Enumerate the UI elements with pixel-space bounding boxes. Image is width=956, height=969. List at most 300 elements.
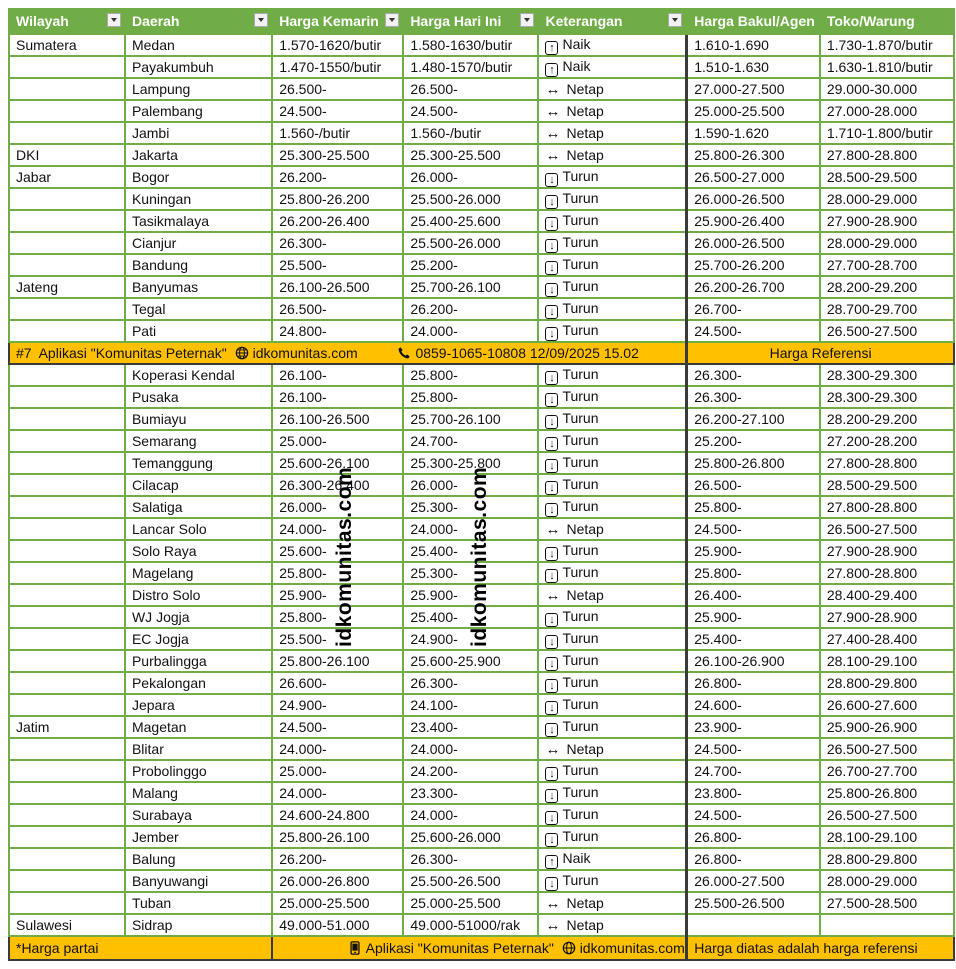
cell-daerah: Probolinggo	[125, 760, 272, 782]
cell-harga-kemarin: 26.500-	[272, 298, 403, 320]
table-row	[9, 166, 954, 188]
cell-daerah: Lancar Solo	[125, 518, 272, 540]
cell-toko: 26.500-27.500	[820, 518, 954, 540]
col-wilayah[interactable]	[9, 8, 125, 34]
cell-toko: 26.500-27.500	[820, 738, 954, 760]
table-row	[9, 782, 954, 804]
cell-harga-hari-ini: 24.000-	[403, 320, 538, 342]
cell-daerah: Bogor	[125, 166, 272, 188]
filter-dropdown-icon[interactable]	[668, 13, 682, 27]
cell-daerah: Distro Solo	[125, 584, 272, 606]
cell-harga-kemarin: 1.560-/butir	[272, 122, 403, 144]
cell-harga-hari-ini: 25.000-25.500	[403, 892, 538, 914]
filter-dropdown-icon[interactable]	[254, 13, 268, 27]
cell-toko: 26.500-27.500	[820, 804, 954, 826]
cell-daerah: WJ Jogja	[125, 606, 272, 628]
cell-harga-hari-ini: 25.700-26.100	[403, 408, 538, 430]
banner-app-name: Aplikasi "Komunitas Peternak"	[38, 345, 227, 361]
cell-daerah: Surabaya	[125, 804, 272, 826]
cell-toko: 28.100-29.100	[820, 650, 954, 672]
cell-harga-hari-ini: 26.300-	[403, 848, 538, 870]
cell-wilayah	[9, 254, 125, 276]
cell-harga-bakul: 26.000-27.500	[687, 870, 820, 892]
cell-wilayah	[9, 760, 125, 782]
status-label: Turun	[562, 365, 599, 382]
cell-wilayah: DKI	[9, 144, 125, 166]
table-body-bottom	[9, 364, 954, 936]
cell-toko: 27.800-28.800	[820, 144, 954, 166]
cell-daerah: Pekalongan	[125, 672, 272, 694]
status-label: Netap	[566, 146, 604, 163]
cell-harga-kemarin: 25.600-26.100	[272, 452, 403, 474]
cell-toko: 27.800-28.800	[820, 452, 954, 474]
cell-keterangan	[538, 56, 686, 78]
cell-harga-bakul: 24.500-	[687, 738, 820, 760]
cell-wilayah	[9, 78, 125, 100]
arrow-down-icon: ↓	[545, 811, 558, 825]
cell-harga-bakul: 25.800-26.300	[687, 144, 820, 166]
cell-harga-kemarin: 26.300-26.400	[272, 474, 403, 496]
table-row	[9, 100, 954, 122]
table-row	[9, 738, 954, 760]
col-toko-label: Toko/Warung	[826, 12, 915, 29]
cell-harga-kemarin: 26.500-	[272, 78, 403, 100]
cell-keterangan	[538, 694, 686, 716]
cell-harga-kemarin: 24.900-	[272, 694, 403, 716]
cell-keterangan	[538, 430, 686, 452]
cell-toko: 27.200-28.200	[820, 430, 954, 452]
cell-toko: 26.700-27.700	[820, 760, 954, 782]
table-row	[9, 56, 954, 78]
cell-toko: 27.700-28.700	[820, 254, 954, 276]
cell-toko: 28.200-29.200	[820, 408, 954, 430]
cell-harga-kemarin: 24.000-	[272, 782, 403, 804]
cell-daerah: Palembang	[125, 100, 272, 122]
status-label: Netap	[566, 916, 604, 933]
cell-harga-kemarin: 25.500-	[272, 254, 403, 276]
banner-number: #7	[16, 345, 32, 361]
cell-keterangan	[538, 122, 686, 144]
cell-harga-hari-ini: 24.200-	[403, 760, 538, 782]
arrow-down-icon: ↓	[545, 789, 558, 803]
status-label: Naik	[562, 849, 591, 866]
cell-harga-hari-ini: 24.000-	[403, 804, 538, 826]
cell-wilayah	[9, 298, 125, 320]
cell-harga-kemarin: 26.200-26.400	[272, 210, 403, 232]
globe-icon	[235, 346, 249, 360]
info-banner-row	[9, 342, 954, 364]
cell-harga-kemarin: 24.800-	[272, 320, 403, 342]
cell-keterangan	[538, 848, 686, 870]
cell-harga-kemarin: 26.100-26.500	[272, 408, 403, 430]
status-label: Naik	[562, 57, 591, 74]
cell-toko: 27.900-28.900	[820, 606, 954, 628]
filter-dropdown-icon[interactable]	[520, 13, 534, 27]
cell-toko: 28.800-29.800	[820, 848, 954, 870]
cell-wilayah	[9, 188, 125, 210]
cell-keterangan	[538, 584, 686, 606]
cell-daerah: Tasikmalaya	[125, 210, 272, 232]
info-banner	[9, 342, 954, 364]
cell-harga-hari-ini: 49.000-51000/rak	[403, 914, 538, 936]
cell-harga-hari-ini: 24.700-	[403, 430, 538, 452]
table-row	[9, 650, 954, 672]
status-label: Turun	[562, 541, 599, 558]
filter-dropdown-icon[interactable]	[385, 13, 399, 27]
cell-daerah: Banyumas	[125, 276, 272, 298]
cell-harga-kemarin: 24.500-	[272, 716, 403, 738]
cell-wilayah	[9, 562, 125, 584]
cell-harga-hari-ini: 25.300-25.800	[403, 452, 538, 474]
arrow-down-icon: ↓	[545, 723, 558, 737]
cell-wilayah	[9, 232, 125, 254]
table-row	[9, 144, 954, 166]
status-label: Turun	[562, 409, 599, 426]
cell-keterangan	[538, 364, 686, 386]
cell-keterangan	[538, 782, 686, 804]
cell-toko: 27.800-28.800	[820, 496, 954, 518]
arrow-down-icon: ↓	[545, 393, 558, 407]
status-label: Netap	[566, 740, 604, 757]
cell-daerah: Jember	[125, 826, 272, 848]
arrow-down-icon: ↓	[545, 569, 558, 583]
status-label: Naik	[562, 35, 591, 52]
arrow-down-icon: ↓	[545, 767, 558, 781]
cell-harga-hari-ini: 26.000-	[403, 166, 538, 188]
cell-keterangan	[538, 144, 686, 166]
cell-daerah: Tuban	[125, 892, 272, 914]
arrow-down-icon: ↓	[545, 635, 558, 649]
cell-wilayah	[9, 452, 125, 474]
cell-harga-bakul: 26.700-	[687, 298, 820, 320]
cell-toko: 27.400-28.400	[820, 628, 954, 650]
cell-keterangan	[538, 496, 686, 518]
cell-keterangan	[538, 100, 686, 122]
arrow-down-icon: ↓	[545, 437, 558, 451]
table-row	[9, 694, 954, 716]
cell-harga-hari-ini: 1.580-1630/butir	[403, 34, 538, 56]
cell-harga-hari-ini: 23.300-	[403, 782, 538, 804]
cell-daerah: Tegal	[125, 298, 272, 320]
cell-toko: 1.730-1.870/butir	[820, 34, 954, 56]
footer-app-name: Aplikasi "Komunitas Peternak"	[365, 940, 554, 956]
cell-harga-hari-ini: 25.400-	[403, 606, 538, 628]
arrow-left-right-icon: ↔	[545, 146, 561, 164]
cell-harga-hari-ini: 25.500-26.000	[403, 188, 538, 210]
col-keterangan-label: Keterangan	[545, 12, 623, 29]
cell-daerah: Bumiayu	[125, 408, 272, 430]
cell-harga-kemarin: 26.100-	[272, 386, 403, 408]
mobile-app-icon	[348, 941, 362, 955]
cell-harga-hari-ini: 25.300-	[403, 562, 538, 584]
table-row	[9, 672, 954, 694]
table-row	[9, 892, 954, 914]
cell-keterangan	[538, 188, 686, 210]
cell-wilayah	[9, 518, 125, 540]
cell-harga-hari-ini: 23.400-	[403, 716, 538, 738]
cell-harga-hari-ini: 25.400-25.600	[403, 210, 538, 232]
status-label: Turun	[562, 607, 599, 624]
cell-keterangan	[538, 870, 686, 892]
status-label: Netap	[566, 102, 604, 119]
status-label: Turun	[562, 211, 599, 228]
cell-wilayah	[9, 606, 125, 628]
cell-daerah: Pati	[125, 320, 272, 342]
cell-harga-hari-ini: 25.700-26.100	[403, 276, 538, 298]
arrow-down-icon: ↓	[545, 327, 558, 341]
col-harga-kemarin[interactable]	[272, 8, 403, 34]
cell-keterangan	[538, 606, 686, 628]
cell-daerah: Purbalingga	[125, 650, 272, 672]
table-row	[9, 760, 954, 782]
arrow-down-icon: ↓	[545, 701, 558, 715]
cell-keterangan	[538, 562, 686, 584]
arrow-down-icon: ↓	[545, 305, 558, 319]
cell-daerah: Magetan	[125, 716, 272, 738]
cell-keterangan	[538, 914, 686, 936]
table-row	[9, 914, 954, 936]
cell-daerah: Kuningan	[125, 188, 272, 210]
cell-harga-bakul: 26.200-26.700	[687, 276, 820, 298]
table-row	[9, 408, 954, 430]
status-label: Turun	[562, 321, 599, 338]
table-row	[9, 298, 954, 320]
cell-toko: 27.900-28.900	[820, 210, 954, 232]
col-toko	[820, 8, 954, 34]
arrow-down-icon: ↓	[545, 503, 558, 517]
col-harga-hari-ini[interactable]	[403, 8, 538, 34]
cell-harga-kemarin: 25.600-	[272, 540, 403, 562]
arrow-down-icon: ↓	[545, 613, 558, 627]
status-label: Turun	[562, 761, 599, 778]
filter-dropdown-icon[interactable]	[107, 13, 121, 27]
banner-phone: 0859-1065-10808	[415, 345, 526, 361]
cell-toko: 28.000-29.000	[820, 232, 954, 254]
status-label: Turun	[562, 673, 599, 690]
col-harga-bakul	[687, 8, 820, 34]
cell-harga-bakul: 25.800-26.800	[687, 452, 820, 474]
arrow-down-icon: ↓	[545, 173, 558, 187]
cell-keterangan	[538, 518, 686, 540]
cell-keterangan	[538, 254, 686, 276]
globe-icon	[562, 941, 576, 955]
cell-harga-hari-ini: 24.000-	[403, 738, 538, 760]
col-harga-kemarin-label: Harga Kemarin	[279, 12, 379, 29]
arrow-down-icon: ↓	[545, 877, 558, 891]
cell-harga-bakul: 26.500-27.000	[687, 166, 820, 188]
cell-toko: 28.500-29.500	[820, 474, 954, 496]
cell-harga-bakul: 26.000-26.500	[687, 188, 820, 210]
cell-toko: 28.800-29.800	[820, 672, 954, 694]
col-keterangan[interactable]	[538, 8, 686, 34]
banner-datetime: 12/09/2025 15.02	[529, 345, 639, 361]
cell-keterangan	[538, 826, 686, 848]
cell-wilayah	[9, 870, 125, 892]
status-label: Netap	[566, 124, 604, 141]
cell-harga-kemarin: 1.470-1550/butir	[272, 56, 403, 78]
footer-center-cell	[272, 936, 687, 960]
cell-keterangan	[538, 408, 686, 430]
cell-harga-kemarin: 26.600-	[272, 672, 403, 694]
cell-toko: 26.500-27.500	[820, 320, 954, 342]
info-banner-cell	[9, 342, 687, 364]
cell-toko: 1.710-1.800/butir	[820, 122, 954, 144]
cell-harga-bakul: 25.700-26.200	[687, 254, 820, 276]
col-harga-bakul-label: Harga Bakul/Agen	[694, 12, 815, 29]
cell-daerah: Semarang	[125, 430, 272, 452]
banner-site-link[interactable]: idkomunitas.com	[252, 345, 358, 361]
cell-keterangan	[538, 298, 686, 320]
status-label: Turun	[562, 695, 599, 712]
cell-harga-kemarin: 26.100-	[272, 364, 403, 386]
cell-keterangan	[538, 540, 686, 562]
status-label: Turun	[562, 233, 599, 250]
banner-ref-label: Harga Referensi	[769, 345, 872, 361]
cell-harga-bakul: 26.400-	[687, 584, 820, 606]
arrow-down-icon: ↓	[545, 261, 558, 275]
cell-daerah: Blitar	[125, 738, 272, 760]
arrow-left-right-icon: ↔	[545, 80, 561, 98]
cell-wilayah	[9, 56, 125, 78]
cell-keterangan	[538, 166, 686, 188]
cell-toko: 28.300-29.300	[820, 364, 954, 386]
cell-keterangan	[538, 892, 686, 914]
cell-harga-bakul: 27.000-27.500	[687, 78, 820, 100]
arrow-down-icon: ↓	[545, 657, 558, 671]
cell-harga-hari-ini: 25.300-25.500	[403, 144, 538, 166]
table-row	[9, 320, 954, 342]
table-row	[9, 34, 954, 56]
cell-harga-kemarin: 25.800-	[272, 606, 403, 628]
cell-harga-hari-ini: 25.400-	[403, 540, 538, 562]
footer-note: *Harga partai	[16, 940, 99, 956]
status-label: Turun	[562, 277, 599, 294]
cell-wilayah	[9, 320, 125, 342]
cell-harga-bakul: 25.400-	[687, 628, 820, 650]
cell-harga-kemarin: 25.000-25.500	[272, 892, 403, 914]
cell-harga-kemarin: 25.000-	[272, 430, 403, 452]
cell-toko: 26.600-27.600	[820, 694, 954, 716]
cell-wilayah	[9, 672, 125, 694]
cell-daerah: Cianjur	[125, 232, 272, 254]
cell-daerah: Temanggung	[125, 452, 272, 474]
col-wilayah-label: Wilayah	[16, 12, 69, 29]
status-label: Turun	[562, 255, 599, 272]
status-label: Turun	[562, 431, 599, 448]
col-daerah[interactable]	[125, 8, 272, 34]
status-label: Turun	[562, 497, 599, 514]
cell-wilayah: Jabar	[9, 166, 125, 188]
arrow-down-icon: ↓	[545, 283, 558, 297]
cell-harga-kemarin: 24.600-24.800	[272, 804, 403, 826]
cell-toko: 28.300-29.300	[820, 386, 954, 408]
cell-harga-kemarin: 25.800-26.200	[272, 188, 403, 210]
status-label: Turun	[562, 827, 599, 844]
cell-wilayah: Jateng	[9, 276, 125, 298]
cell-toko: 28.500-29.500	[820, 166, 954, 188]
cell-daerah: Balung	[125, 848, 272, 870]
table-row	[9, 232, 954, 254]
cell-harga-kemarin: 26.200-	[272, 848, 403, 870]
cell-harga-kemarin: 49.000-51.000	[272, 914, 403, 936]
cell-harga-bakul	[687, 914, 820, 936]
arrow-left-right-icon: ↔	[545, 586, 561, 604]
cell-wilayah	[9, 210, 125, 232]
cell-daerah: Payakumbuh	[125, 56, 272, 78]
cell-harga-kemarin: 25.800-26.100	[272, 826, 403, 848]
cell-keterangan	[538, 760, 686, 782]
cell-harga-hari-ini: 26.000-	[403, 474, 538, 496]
cell-harga-hari-ini: 25.200-	[403, 254, 538, 276]
status-label: Turun	[562, 871, 599, 888]
status-label: Turun	[562, 783, 599, 800]
cell-toko: 28.400-29.400	[820, 584, 954, 606]
cell-daerah: Medan	[125, 34, 272, 56]
footer-right-cell	[687, 936, 954, 960]
cell-harga-hari-ini: 25.500-26.000	[403, 232, 538, 254]
footer-site-link[interactable]: idkomunitas.com	[579, 940, 685, 956]
table-row	[9, 716, 954, 738]
cell-harga-bakul: 23.900-	[687, 716, 820, 738]
cell-harga-bakul: 26.300-	[687, 364, 820, 386]
cell-harga-bakul: 26.800-	[687, 848, 820, 870]
cell-wilayah	[9, 408, 125, 430]
cell-harga-kemarin: 26.000-26.800	[272, 870, 403, 892]
status-label: Turun	[562, 167, 599, 184]
cell-harga-bakul: 26.100-26.900	[687, 650, 820, 672]
table-row	[9, 826, 954, 848]
cell-wilayah	[9, 540, 125, 562]
cell-harga-hari-ini: 24.000-	[403, 518, 538, 540]
cell-harga-hari-ini: 25.800-	[403, 364, 538, 386]
cell-wilayah	[9, 100, 125, 122]
arrow-left-right-icon: ↔	[545, 124, 561, 142]
cell-harga-bakul: 26.000-26.500	[687, 232, 820, 254]
cell-wilayah	[9, 804, 125, 826]
cell-harga-kemarin: 26.000-	[272, 496, 403, 518]
cell-harga-bakul: 24.500-	[687, 518, 820, 540]
cell-keterangan	[538, 672, 686, 694]
cell-wilayah	[9, 364, 125, 386]
cell-keterangan	[538, 650, 686, 672]
cell-harga-kemarin: 24.000-	[272, 738, 403, 760]
cell-harga-bakul: 26.800-	[687, 672, 820, 694]
status-label: Netap	[566, 894, 604, 911]
col-daerah-label: Daerah	[131, 12, 180, 29]
cell-harga-hari-ini: 24.900-	[403, 628, 538, 650]
cell-keterangan	[538, 452, 686, 474]
cell-harga-bakul: 1.510-1.630	[687, 56, 820, 78]
cell-wilayah	[9, 650, 125, 672]
cell-harga-kemarin: 26.300-	[272, 232, 403, 254]
status-label: Turun	[562, 563, 599, 580]
arrow-left-right-icon: ↔	[545, 916, 561, 934]
cell-harga-bakul: 23.800-	[687, 782, 820, 804]
cell-keterangan	[538, 34, 686, 56]
header-row	[9, 8, 954, 34]
cell-daerah: Cilacap	[125, 474, 272, 496]
cell-harga-kemarin: 26.200-	[272, 166, 403, 188]
cell-keterangan	[538, 276, 686, 298]
cell-harga-hari-ini: 26.500-	[403, 78, 538, 100]
col-harga-hari-ini-label: Harga Hari Ini	[410, 12, 502, 29]
cell-harga-bakul: 1.590-1.620	[687, 122, 820, 144]
cell-harga-kemarin: 26.100-26.500	[272, 276, 403, 298]
status-label: Turun	[562, 629, 599, 646]
cell-toko: 1.630-1.810/butir	[820, 56, 954, 78]
cell-keterangan	[538, 78, 686, 100]
cell-wilayah	[9, 584, 125, 606]
